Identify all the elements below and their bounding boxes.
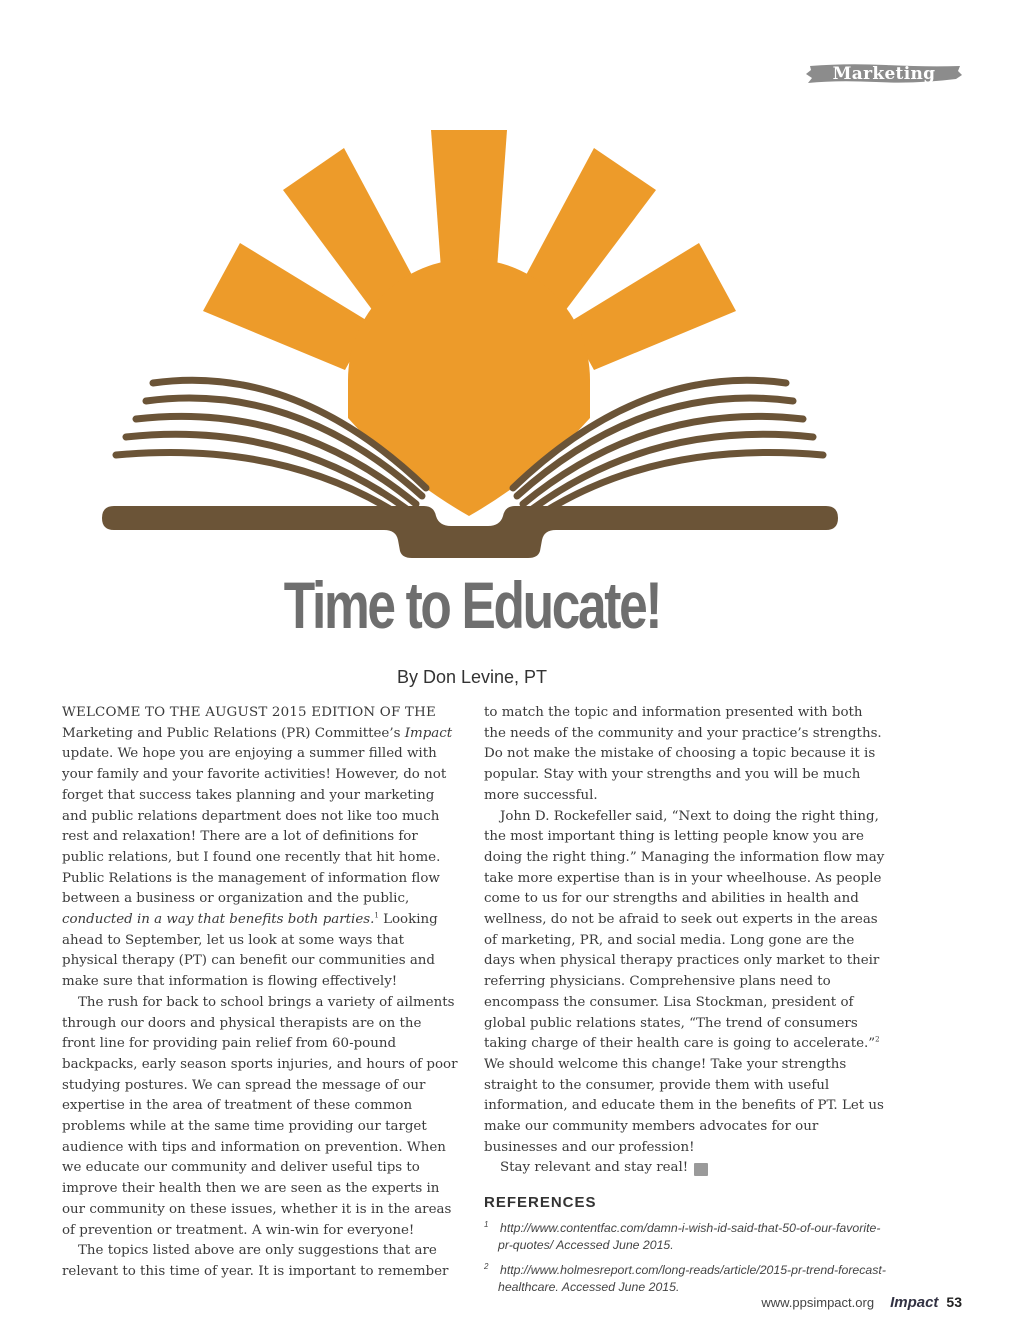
section-tag-label: Marketing [832,64,936,84]
definition-quote: conducted in a way that benefits both parties. [62,912,375,928]
paragraph: WELCOME TO THE AUGUST 2015 EDITION OF THE Marketing and Public Relations (PR) Committee’s Impact update. We hope you are enjoying a summer filled with your family and your favorite activities! However, do not forget that success takes planning and your marketing and public relations department does not like too much rest and relaxation! There are a lot of definitions for public relations, but I found one recently that hit home. Public Relations is the management of information flow between a business or organization and the public, conducted in a way that benefits both parties.$^1$ Looking ahead to September, let us look at some ways that physical therapy (PT) can benefit our communities and make sure that information is flowing effectively! [62,705,453,990]
body-column-left [62,703,458,1283]
paragraph: to match the topic and information presented with both the needs of the community and your practice’s strengths. Do not make the mistake of choosing a topic because it is popular. Stay with your strengths and you will be much more successful. [484,705,882,803]
footnote-marker: 2 [875,1035,880,1044]
paragraph: Stay relevant and stay real! I [500,1160,713,1176]
page-number: 53 [946,1294,962,1310]
reference-link[interactable]: http://www.contentfac.com/damn-i-wish-id-said-that-50-of-our-favorite-pr-quotes/ Accessed June 2015. [498,1220,881,1252]
reference-link[interactable]: http://www.holmesreport.com/long-reads/article/2015-pr-trend-forecast-healthcare. Accessed June 2015. [498,1262,886,1294]
page-footer [761,1294,962,1311]
article-byline: By Don Levine, PT [396,667,548,687]
article-title: Time to Educate! [283,568,661,642]
reference-number: 2 [484,1261,489,1271]
paragraph: The topics listed above are only suggestions that are relevant to this time of year. It is important to remember [62,1243,449,1279]
footnote-marker: 1 [374,911,379,920]
reference-number: 1 [484,1219,489,1229]
section-tag [806,62,962,86]
end-mark-icon: I [694,1163,708,1176]
sun-book-illustration [96,118,856,558]
references-heading: REFERENCES [484,1194,597,1212]
body-column-right [484,703,886,1304]
footer-brand: Impact [890,1294,939,1311]
paragraph-lead: WELCOME TO THE AUGUST 2015 EDITION OF THE [62,705,436,720]
reference-item[interactable] [484,1220,886,1254]
footer-url[interactable]: www.ppsimpact.org [761,1295,875,1310]
reference-item[interactable] [484,1262,886,1296]
publication-name: Impact [404,725,453,741]
paragraph: The rush for back to school brings a variety of ailments through our doors and physical therapists are on the front line for providing pain relief from 60-pound backpacks, early season sports injuries, and hours of poor studying postures. We can spread the message of our expertise in the area of treatment of these common problems while at the same time providing our target audience with tips and information on prevention. When we educate our community and deliver useful tips to improve their health then we are seen as the experts in our community on these issues, whether it is in the areas of prevention or treatment. A win-win for everyone! [62,994,458,1238]
paragraph: John D. Rockefeller said, “Next to doing the right thing, the most important thing is letting people know you are doing the right thing.” Managing the information flow may take more expertise than is in your wheelhouse. As people come to us for our strengths and abilities in health and wellness, do not be afraid to seek out experts in the areas of marketing, PR, and social media. Long gone are the days when physical therapy practices only market to their referring physicians. Comprehensive plans need to encompass the consumer. Lisa Stockman, president of global public relations states, “The trend of consumers taking charge of their health care is going to accelerate.”$^2$ We should welcome this change! Take your strengths straight to the consumer, provide them with useful information, and educate them in the benefits of PT. Let us make our community members advocates for our businesses and our profession! [484,808,885,1155]
